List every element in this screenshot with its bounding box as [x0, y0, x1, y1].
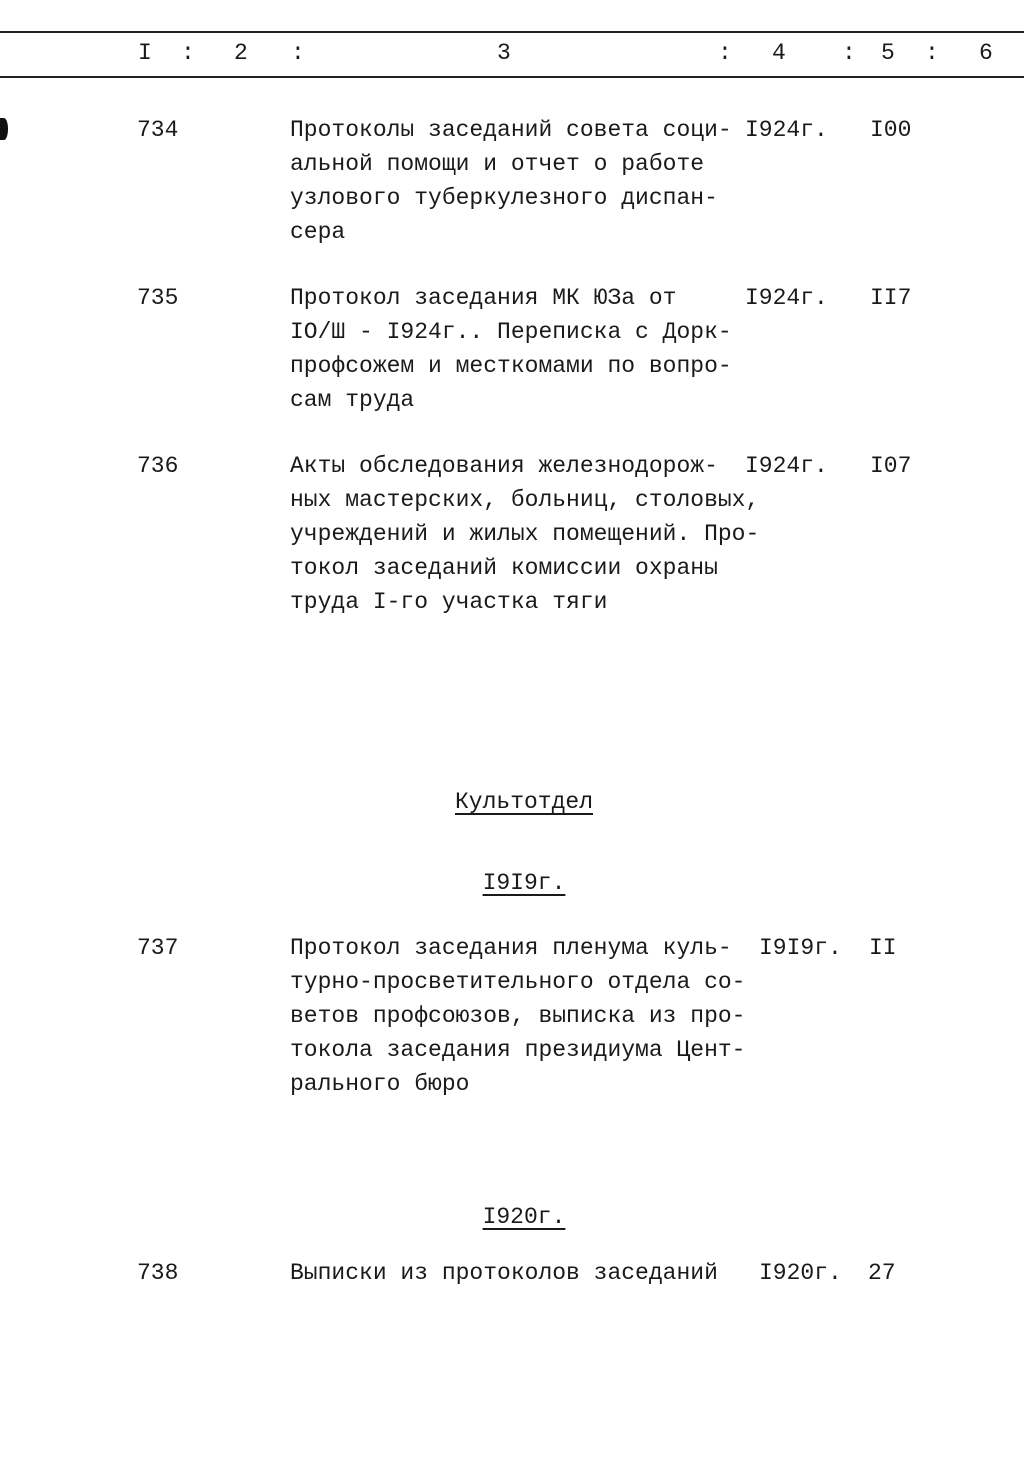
line: токола заседания президиума Цент- — [290, 1037, 746, 1063]
entry-description — [290, 931, 745, 1101]
entry-year: I920г. — [759, 1260, 842, 1286]
entry-number: 735 — [137, 285, 179, 311]
line: IO/Ш - I924г.. Переписка с Дорк- — [290, 319, 732, 345]
line: Протокол заседания МК ЮЗа от — [290, 285, 677, 311]
line: Выписки из протоколов заседаний — [290, 1260, 718, 1286]
line: сера — [290, 219, 346, 245]
entry-sheets: I00 — [870, 117, 912, 143]
col-5: 5 — [881, 40, 895, 66]
entry-description — [290, 1256, 718, 1290]
entry-description — [290, 113, 732, 249]
line: Протокол заседания пленума куль- — [290, 935, 732, 961]
binding-hole-mark — [0, 118, 8, 140]
section-title: Культотдел — [454, 789, 594, 815]
col-4: 4 — [772, 40, 786, 66]
entry-number: 737 — [137, 935, 179, 961]
col-sep: : — [291, 40, 305, 66]
line: токол заседаний комиссии охраны — [290, 555, 718, 581]
entry-number: 738 — [137, 1260, 179, 1286]
entry-year: I9I9г. — [759, 935, 842, 961]
entry-number: 734 — [137, 117, 179, 143]
col-sep: : — [718, 40, 732, 66]
entry-description — [290, 281, 732, 417]
col-1: I — [138, 40, 152, 66]
line: профсожем и месткомами по вопро- — [290, 353, 732, 379]
col-sep: : — [925, 40, 939, 66]
line: узлового туберкулезного диспан- — [290, 185, 718, 211]
line: сам труда — [290, 387, 415, 413]
col-2: 2 — [234, 40, 248, 66]
entry-sheets: I07 — [870, 453, 912, 479]
line: рального бюро — [290, 1071, 470, 1097]
entry-year: I924г. — [745, 285, 828, 311]
line: ветов профсоюзов, выписка из про- — [290, 1003, 746, 1029]
line: Протоколы заседаний совета соци- — [290, 117, 732, 143]
col-sep: : — [181, 40, 195, 66]
header-top-rule — [0, 31, 1024, 33]
year-heading-1920: I920г. — [482, 1204, 566, 1230]
col-sep: : — [842, 40, 856, 66]
line: труда I-го участка тяги — [290, 589, 608, 615]
col-3: 3 — [497, 40, 511, 66]
entry-sheets: II7 — [870, 285, 912, 311]
header-bottom-rule — [0, 76, 1024, 78]
line: учреждений и жилых помещений. Про- — [290, 521, 760, 547]
entry-sheets: 27 — [868, 1260, 896, 1286]
entry-sheets: II — [869, 935, 897, 961]
col-6: 6 — [979, 40, 993, 66]
year-heading-1919: I9I9г. — [482, 870, 566, 896]
entry-description — [290, 449, 759, 619]
line: турно-просветительного отдела со- — [290, 969, 746, 995]
line: Акты обследования железнодорож- — [290, 453, 718, 479]
entry-year: I924г. — [745, 453, 828, 479]
entry-number: 736 — [137, 453, 179, 479]
line: альной помощи и отчет о работе — [290, 151, 705, 177]
entry-year: I924г. — [745, 117, 828, 143]
line: ных мастерских, больниц, столовых, — [290, 487, 760, 513]
